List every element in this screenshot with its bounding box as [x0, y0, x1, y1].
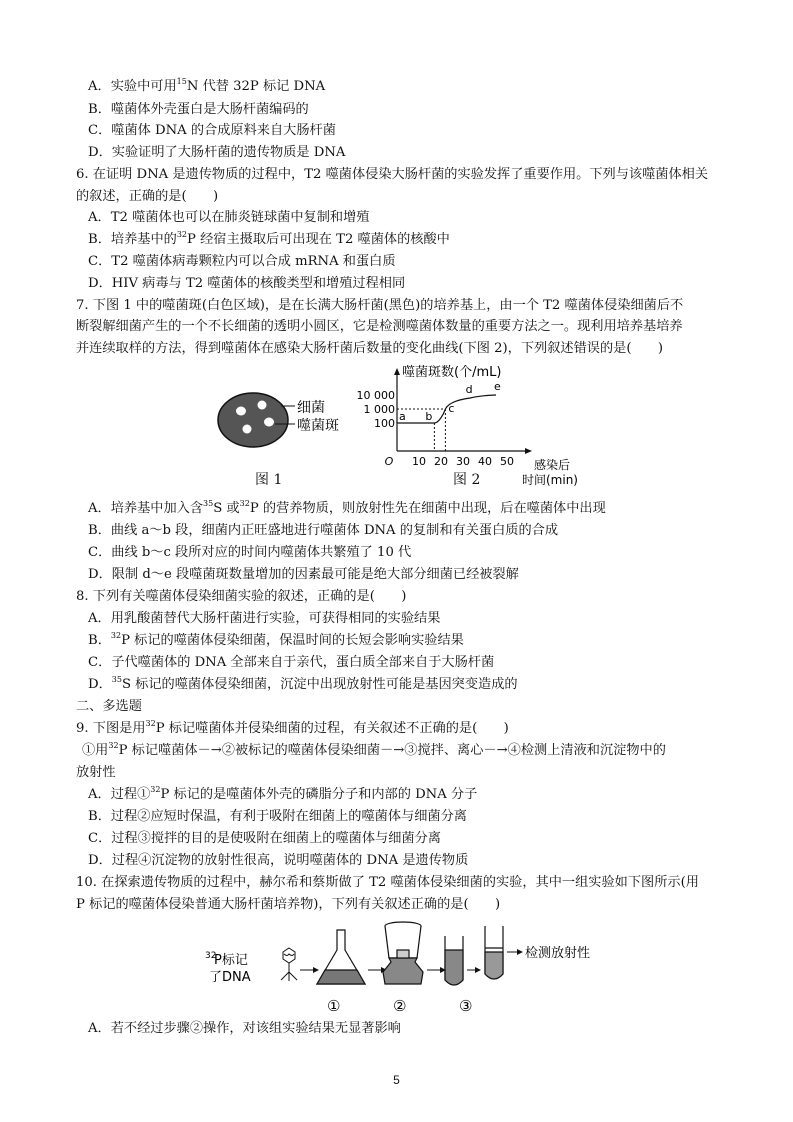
question-8-stem: 8. 下列有关噬菌体侵染细菌实验的叙述，正确的是( ) [76, 589, 407, 604]
arrow-head [313, 967, 319, 973]
question-9-stem: 9. 下图是用$^{32}$P 标记噬菌体并侵染细菌的过程，有关叙述不正确的是( ) [76, 719, 509, 736]
option-line: D．过程④沉淀物的放射性很高，说明噬菌体的 DNA 是遗传物质 [88, 853, 469, 868]
question-6-stem: 的叙述，正确的是( ) [76, 189, 219, 204]
x-tick-label: 40 [478, 455, 492, 468]
option-line: A．培养基中加入含$^{35}$S 或$^{32}$P 的营养物质，则放射性先在细菌中出现，后在噬菌体中出现 [88, 499, 606, 516]
point-label-d: d [465, 383, 473, 397]
x-tick-label: O [384, 455, 394, 468]
option-line: D．实验证明了大肠杆菌的遗传物质是 DNA [88, 145, 346, 160]
option-line: B．噬菌体外壳蛋白是大肠杆菌编码的 [88, 102, 309, 117]
figure-1-caption: 图 1 [255, 472, 283, 488]
question-7-stem: 断裂解细菌产生的一个不长细菌的透明小圆区，它是检测噬菌体数量的重要方法之一。现利用培养基培养 [76, 319, 683, 334]
detect-radioactivity-label: 检测放射性 [525, 946, 591, 961]
point-label-e: e [494, 380, 501, 393]
option-line: C．过程③搅拌的目的是使吸附在细菌上的噬菌体与细菌分离 [88, 831, 441, 846]
question-6-stem: 6. 在证明 DNA 是遗传物质的过程中，T2 噬菌体侵染大肠杆菌的实验发挥了重要作用。下列与该噬菌体相关 [76, 167, 709, 182]
y-axis-arrow [394, 368, 400, 375]
y-tick-label: 10 000 [356, 389, 395, 402]
step-3-label: ③ [459, 997, 473, 1015]
series-line [397, 395, 496, 423]
option-line: D．$^{35}$S 标记的噬菌体侵染细菌，沉淀中出现放射性可能是基因突变造成的 [88, 675, 518, 692]
option-line: B．$^{32}$P 标记的噬菌体侵染细菌，保温时间的长短会影响实验结果 [88, 631, 464, 648]
plaque-label: 噬菌斑 [297, 418, 339, 434]
page-number: 5 [393, 1073, 400, 1087]
question-7-stem: 7. 下图 1 中的噬菌斑(白色区域)，是在长满大肠杆菌(黑色)的培养基上，由一个 T2 噬菌体侵染细菌后不 [76, 298, 684, 313]
option-line: C．曲线 b～c 段所对应的时间内噬菌体共繁殖了 10 代 [88, 545, 412, 560]
point-label-c: c [448, 402, 455, 415]
bacteria-label: 细菌 [297, 400, 325, 416]
option-line: C．T2 噬菌体病毒颗粒内可以合成 mRNA 和蛋白质 [88, 254, 396, 269]
phage-icon [281, 948, 297, 981]
option-line: A．用乳酸菌替代大肠杆菌进行实验，可获得相同的实验结果 [88, 611, 441, 626]
label-32-sup: 32 [205, 951, 217, 961]
step-1-label: ① [327, 997, 341, 1015]
label-p-marked: P标记 [214, 953, 248, 968]
x-tick-label: 20 [434, 455, 448, 468]
chart-xlabel-line2: 时间(min) [522, 473, 578, 487]
test-tube-icon [485, 926, 503, 979]
label-dna: 了DNA [209, 970, 251, 985]
figure-2-caption: 图 2 [453, 472, 481, 488]
chart-ylabel: 噬菌斑数(个/mL) [402, 365, 502, 380]
x-tick-label: 10 [412, 455, 426, 468]
x-axis-arrow [525, 448, 532, 454]
chart-xlabel-line1: 感染后 [534, 458, 571, 472]
x-tick-label: 30 [456, 455, 470, 468]
option-line: D．HIV 病毒与 T2 噬菌体的核酸类型和增殖过程相同 [88, 276, 406, 291]
y-tick-label: 100 [374, 417, 395, 430]
question-10-stem: 10. 在探索遗传物质的过程中，赫尔希和蔡斯做了 T2 噬菌体侵染细菌的实验，其中一组实验如下图所示(用 [76, 875, 699, 890]
point-label-b: b [425, 410, 433, 423]
question-7-stem: 并连续取样的方法，得到噬菌体在感染大肠杆菌后数量的变化曲线(下图 2)，下列叙述错误的是( ) [76, 341, 664, 356]
point-label-a: a [399, 410, 406, 423]
question-10-stem: P 标记的噬菌体侵染普通大肠杆菌培养物)，下列有关叙述正确的是( ) [76, 897, 501, 912]
blender-icon [383, 922, 423, 984]
y-tick-label: 1 000 [363, 403, 395, 416]
option-line: B．过程②应短时保温，有利于吸附在细菌上的噬菌体与细菌分离 [88, 809, 467, 824]
experiment-diagram [205, 912, 625, 1016]
option-line: B．培养基中的$^{32}$P 经宿主摄取后可出现在 T2 噬菌体的核酸中 [88, 230, 450, 247]
option-line: A．T2 噬菌体也可以在肺炎链球菌中复制和增殖 [88, 210, 370, 225]
step-2-label: ② [393, 997, 407, 1015]
option-line: A．若不经过步骤②操作，对该组实验结果无显著影响 [88, 1021, 401, 1036]
test-tube-icon [445, 936, 463, 985]
question-9-steps: ①用$^{32}$P 标记噬菌体－→②被标记的噬菌体侵染细菌－→③搅拌、离心－→④检测上清液和沉淀物中的 [82, 741, 666, 758]
x-tick-label: 50 [500, 455, 514, 468]
option-line: D．限制 d～e 段噬菌斑数量增加的因素最可能是绝大部分细菌已经被裂解 [88, 567, 519, 582]
flask-icon [317, 930, 365, 984]
option-line: C．子代噬菌体的 DNA 全部来自于亲代，蛋白质全部来自于大肠杆菌 [88, 655, 495, 670]
option-line: A．实验中可用$^{15}$N 代替 32P 标记 DNA [88, 77, 326, 94]
question-9-steps: 放射性 [76, 765, 116, 780]
option-line: C．噬菌体 DNA 的合成原料来自大肠杆菌 [88, 123, 336, 138]
section-heading: 二、多选题 [76, 699, 142, 714]
option-line: B．曲线 a～b 段，细菌内正旺盛地进行噬菌体 DNA 的复制和有关蛋白质的合成 [88, 523, 559, 538]
figure-1-plaque-diagram [215, 384, 365, 484]
option-line: A．过程①$^{32}$P 标记的是噬菌体外壳的磷脂分子和内部的 DNA 分子 [88, 785, 478, 802]
figure-2-growth-curve [356, 363, 592, 487]
